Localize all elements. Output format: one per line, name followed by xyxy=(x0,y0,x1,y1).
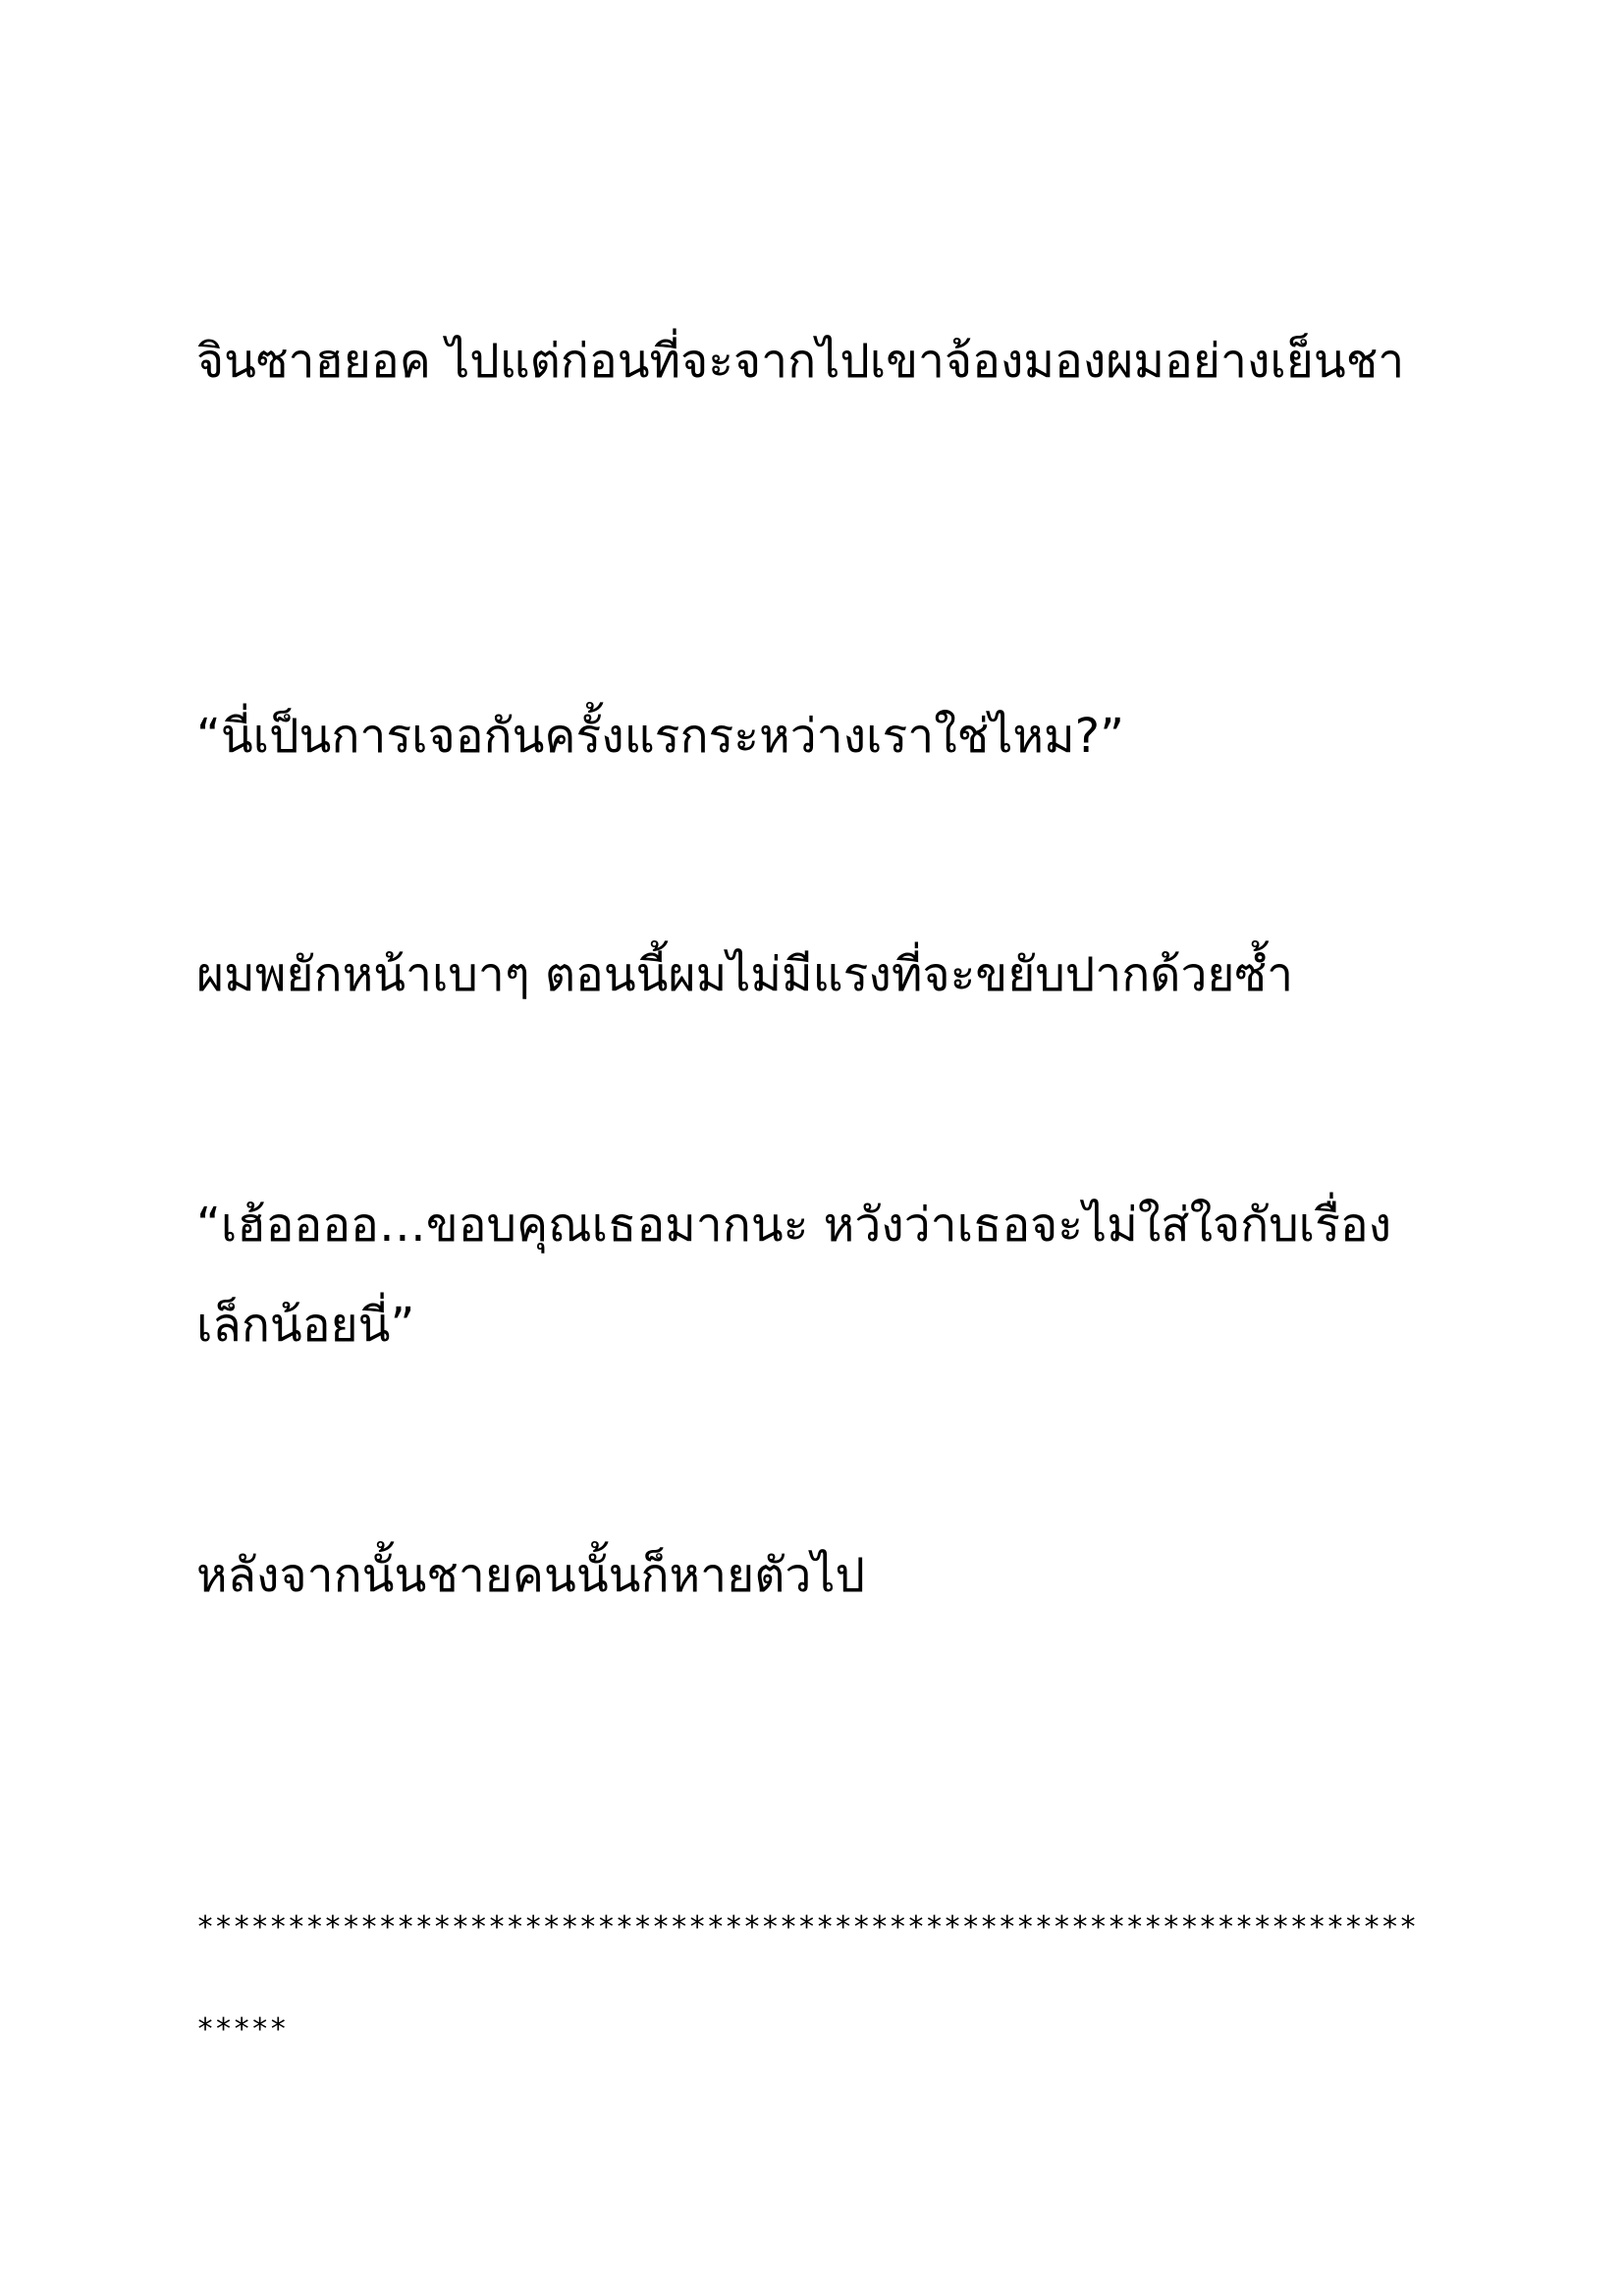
separator-stars-line-1: ******************************************************************* xyxy=(196,1910,1418,1945)
paragraph-jin-leaves: จินซาฮยอค ไปแต่ก่อนที่จะจากไปเขาจ้องมองผมอย่างเย็นชา xyxy=(196,334,1405,389)
paragraph-nod: ผมพยักหน้าเบาๆ ตอนนี้ผมไม่มีแรงที่จะขยับปากด้วยซ้ำ xyxy=(196,947,1294,1002)
paragraph-man-disappears: หลังจากนั้นชายคนนั้นก็หายตัวไป xyxy=(196,1548,865,1603)
separator-stars-line-2: ***** xyxy=(196,2012,288,2047)
paragraph-first-meeting-question: “นี่เป็นการเจอกันครั้งแรกระหว่างเราใช่ไหม?” xyxy=(196,709,1124,764)
paragraph-thanks-line-1: “เฮ้ออออ…ขอบคุณเธอมากนะ หวังว่าเธอจะไม่ใส่ใจกับเรื่อง xyxy=(196,1198,1392,1253)
paragraph-thanks-line-2: เล็กน้อยนี่” xyxy=(196,1298,415,1353)
